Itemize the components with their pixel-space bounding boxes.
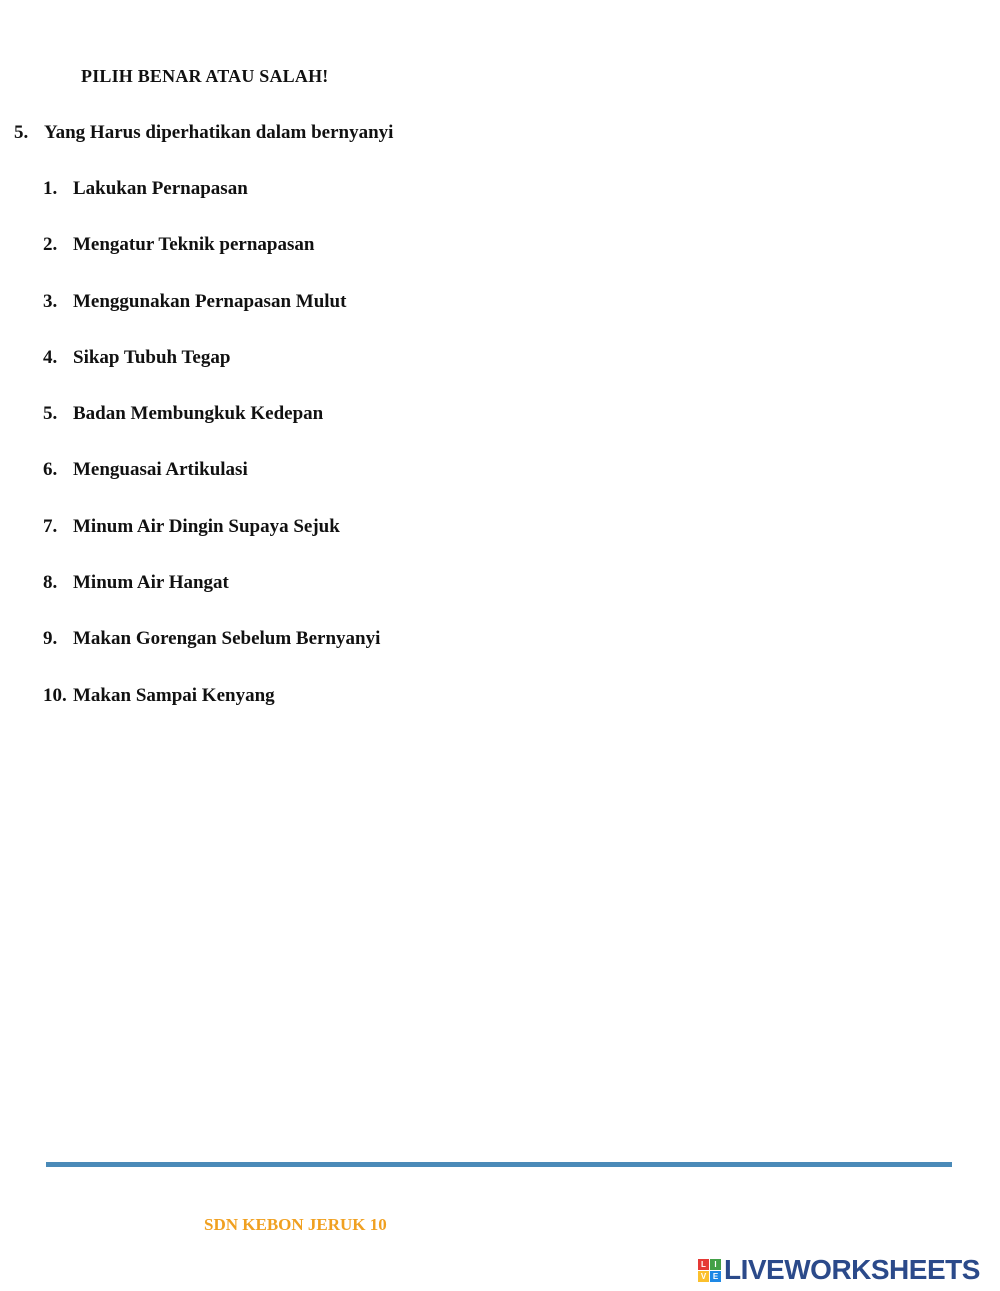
item-number: 8.: [43, 572, 58, 594]
item-text: Makan Gorengan Sebelum Bernyanyi: [73, 628, 381, 650]
item-text: Minum Air Hangat: [73, 572, 229, 594]
footer-divider: [46, 1162, 952, 1167]
list-item: [43, 178, 380, 234]
item-text: Menggunakan Pernapasan Mulut: [73, 290, 347, 312]
list-item: [43, 685, 380, 741]
list-item: [43, 516, 380, 572]
question: [14, 122, 393, 144]
logo-letter-e: E: [710, 1271, 721, 1282]
item-number: 1.: [43, 178, 58, 199]
list-item: [43, 403, 380, 459]
list-item: [43, 572, 380, 628]
item-number: 6.: [43, 459, 58, 481]
item-number: 3.: [43, 290, 58, 312]
item-text: Minum Air Dingin Supaya Sejuk: [73, 515, 340, 537]
worksheet-title: PILIH BENAR ATAU SALAH!: [81, 66, 329, 86]
list-item: [43, 234, 380, 290]
list-item: [43, 459, 380, 515]
brand-logo-icon: [698, 1259, 721, 1282]
list-item: [43, 628, 380, 684]
logo-letter-i: I: [710, 1259, 721, 1270]
item-number: 10.: [43, 684, 67, 706]
item-text: Badan Membungkuk Kedepan: [73, 403, 324, 425]
item-text: Makan Sampai Kenyang: [73, 684, 275, 706]
school-name: SDN KEBON JERUK 10: [204, 1215, 387, 1234]
brand-name: LIVEWORKSHEETS: [724, 1254, 980, 1285]
item-text: Mengatur Teknik pernapasan: [73, 234, 315, 256]
item-number: 5.: [43, 403, 58, 425]
item-number: 9.: [43, 628, 58, 650]
question-number: 5.: [14, 122, 29, 143]
list-item: [43, 291, 380, 347]
liveworksheets-logo[interactable]: [698, 1254, 980, 1286]
item-text: Menguasai Artikulasi: [73, 459, 248, 481]
logo-letter-v: V: [698, 1271, 709, 1282]
logo-letter-l: L: [698, 1259, 709, 1270]
item-number: 7.: [43, 515, 58, 537]
list-item: [43, 347, 380, 403]
statement-list: [43, 178, 380, 741]
item-text: Sikap Tubuh Tegap: [73, 346, 231, 368]
item-number: 4.: [43, 346, 58, 368]
question-text: Yang Harus diperhatikan dalam bernyanyi: [44, 122, 394, 143]
item-text: Lakukan Pernapasan: [73, 178, 248, 199]
item-number: 2.: [43, 234, 58, 256]
